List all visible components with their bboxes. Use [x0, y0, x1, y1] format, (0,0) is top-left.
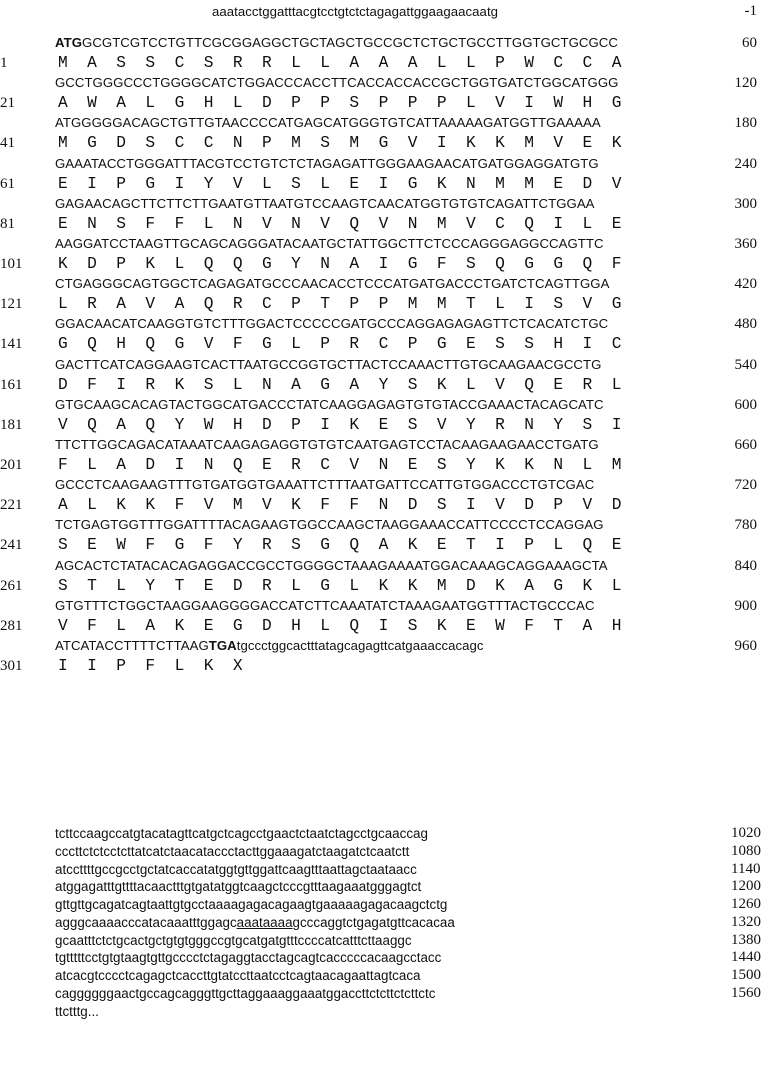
coding-block: [0, 316, 779, 356]
amino-acid-line: M A S S C S R R L L A A A L L P W C C A: [58, 54, 622, 72]
utr-sequence: [55, 861, 417, 878]
stop-codon: TGA: [208, 638, 237, 653]
nucleotide-line: [55, 558, 608, 574]
amino-acid-line: V F L A K E G D H L Q I S K E W F T A H: [58, 616, 622, 635]
polyadenylation-signal: aaataaaa: [236, 914, 293, 930]
amino-acid-position: 21: [0, 95, 15, 112]
nucleotide-line: [55, 196, 595, 212]
coding-block: [0, 75, 779, 115]
utr-position: 1140: [731, 860, 761, 877]
utr-sequence-part: caggggggaactgccagcagggttgcttaggaaaggaaatggaccttctcttctcttctc: [55, 985, 436, 1001]
utr-sequence-part: gcccaggtctgagatgttcacacaa: [292, 914, 455, 930]
nucleotide-line: [55, 477, 594, 493]
amino-acid-line: S T L Y T E D R L G L K K M D K A G K L: [58, 576, 622, 595]
nucleotide-line: [55, 75, 618, 91]
amino-acid-position: 181: [0, 416, 23, 433]
utr-sequence: [55, 967, 420, 984]
utr-line: [55, 914, 775, 932]
nucleotide-position: 180: [734, 115, 757, 132]
nucleotide-sequence: GGACAACATCAAGGTGTCTTTGGACTCCCCCGATGCCCAGGAGAGAGTTCTCACATCTGC: [55, 316, 609, 332]
upstream-row: [212, 3, 779, 21]
nucleotide-line: [55, 638, 484, 654]
utr-region: [55, 825, 775, 1020]
nucleotide-position: 300: [734, 195, 757, 212]
nucleotide-line: [55, 437, 599, 453]
utr-sequence: [55, 949, 441, 966]
coding-block: [0, 357, 779, 397]
amino-acid-position: 81: [0, 215, 15, 232]
coding-block: [0, 35, 779, 75]
nucleotide-line: [55, 316, 608, 332]
utr-sequence: [55, 932, 412, 949]
utr-line: [55, 843, 775, 861]
utr-start-sequence: tgccctggcactttatagcagagttcatgaaaccacagc: [236, 638, 484, 653]
utr-sequence-part: atggagatttgttttacaactttgtgatatggtcaagctcccgtttaagaaatgggagtct: [55, 879, 422, 895]
utr-line: [55, 878, 775, 896]
nucleotide-line: [55, 35, 618, 51]
amino-acid-line: L R A V A Q R C P T P P M M T L I S V G: [58, 295, 622, 314]
utr-line: [55, 861, 775, 879]
amino-acid-position: 121: [0, 296, 23, 313]
nucleotide-sequence: AGCACTCTATACACAGAGGACCGCCTGGGGCTAAAGAAAATGGACAAAGCAGGAAAGCTA: [55, 557, 608, 573]
nucleotide-sequence: CTGAGGGCAGTGGCTCAGAGATGCCCAACACCTCCCATGATGACCCTGATCTCAGTTGGA: [55, 276, 610, 292]
amino-acid-position: 301: [0, 658, 23, 674]
nucleotide-line: [55, 598, 595, 614]
nucleotide-position: 480: [734, 316, 757, 333]
utr-line: [55, 932, 775, 950]
nucleotide-position: 720: [734, 477, 757, 494]
upstream-position: -1: [744, 3, 757, 19]
nucleotide-sequence: ATCATACCTTTTCTTAAG: [55, 638, 209, 653]
amino-acid-line: S E W F G F Y R S G Q A K E T I P L Q E: [58, 536, 622, 555]
amino-acid-line: K D P K L Q Q G Y N A I G F S Q G G Q F: [58, 255, 622, 273]
nucleotide-line: [55, 276, 609, 292]
coding-block: [0, 517, 779, 557]
nucleotide-position: 660: [734, 437, 757, 453]
amino-acid-position: 241: [0, 537, 23, 554]
utr-sequence-part: ttctttg...: [55, 1003, 99, 1019]
amino-acid-line: D F I R K S L N A G A Y S K L V Q E R L: [58, 375, 622, 394]
nucleotide-position: 600: [734, 396, 757, 413]
utr-line: [55, 825, 775, 843]
utr-sequence-part: atcacgtcccctcagagctcaccttgtatccttaatcctcagtaacagaattagtcaca: [55, 968, 421, 983]
coding-block: [0, 558, 779, 598]
utr-position: 1080: [731, 842, 761, 859]
coding-block: [0, 638, 779, 678]
amino-acid-position: 201: [0, 457, 23, 473]
coding-block: [0, 236, 779, 276]
amino-acid-line: M G D S C C N P M S M G V I K K M V E K: [58, 134, 622, 153]
utr-sequence: [55, 1003, 99, 1020]
nucleotide-sequence: GAAATACCTGGGATTTACGTCCTGTCTCTAGAGATTGGGAAGAACATGATGGAGGATGTG: [55, 155, 599, 171]
nucleotide-position: 60: [742, 35, 757, 51]
nucleotide-line: [55, 517, 604, 533]
amino-acid-position: 141: [0, 336, 23, 353]
utr-position: 1260: [731, 896, 761, 912]
utr-line: [55, 896, 775, 914]
coding-block: [0, 598, 779, 638]
utr-position: 1500: [731, 967, 761, 983]
utr-line: [55, 985, 775, 1003]
nucleotide-position: 840: [734, 557, 757, 574]
nucleotide-sequence: TTCTTGGCAGACATAAATCAAGAGAGGTGTGTCAATGAGTCCTACAAGAAGAACCTGATG: [55, 437, 599, 452]
nucleotide-position: 240: [734, 155, 757, 172]
nucleotide-line: [55, 156, 599, 172]
utr-sequence: [55, 985, 435, 1002]
nucleotide-position: 120: [734, 75, 757, 92]
nucleotide-position: 960: [734, 638, 757, 654]
coding-block: [0, 276, 779, 316]
utr-sequence: [55, 914, 455, 931]
amino-acid-line: A W A L G H L D P P S P P P L V I W H G: [58, 94, 622, 113]
amino-acid-position: 61: [0, 175, 15, 192]
coding-block: [0, 196, 779, 236]
nucleotide-position: 360: [734, 236, 757, 252]
coding-block: [0, 115, 779, 155]
utr-position: 1560: [731, 984, 761, 1001]
nucleotide-sequence: GCCCTCAAGAAGTTTGTGATGGTGAAATTCTTTAATGATTCCATTGTGGACCCTGTCGAC: [55, 477, 595, 493]
utr-sequence-part: gttgttgcagatcagtaattgtgcctaaaagagacagaagtgaaaaagagacaagctctg: [55, 897, 448, 912]
amino-acid-position: 261: [0, 577, 23, 594]
amino-acid-line: A L K K F V M V K F F N D S I V D P V D: [58, 496, 622, 515]
utr-position: 1020: [731, 825, 761, 841]
nucleotide-sequence: GCGTCGTCCTGTTCGCGGAGGCTGCTAGCTGCCGCTCTGCTGCCTTGGTGCTGCGCC: [82, 35, 618, 50]
coding-block: [0, 397, 779, 437]
utr-position: 1440: [731, 949, 761, 966]
utr-position: 1320: [731, 913, 761, 930]
coding-block: [0, 477, 779, 517]
nucleotide-position: 780: [734, 517, 757, 534]
utr-line: [55, 949, 775, 967]
amino-acid-line: F L A D I N Q E R C V N E S Y K K N L M: [58, 456, 622, 474]
nucleotide-line: [55, 357, 601, 373]
nucleotide-sequence: GTGTTTCTGGCTAAGGAAGGGGACCATCTTCAAATATCTAAAGAATGGTTTACTGCCCAC: [55, 597, 595, 613]
amino-acid-position: 101: [0, 256, 23, 272]
amino-acid-line: E N S F F L N V N V Q V N M V C Q I L E: [58, 214, 622, 233]
utr-line: [55, 1003, 775, 1021]
utr-position: 1380: [731, 931, 761, 948]
utr-sequence-part: tcttccaagccatgtacatagttcatgctcagcctgaactctaatctagcctgcaaccag: [55, 826, 428, 841]
start-codon: ATG: [55, 35, 83, 50]
amino-acid-position: 1: [0, 55, 8, 71]
nucleotide-line: [55, 236, 604, 252]
amino-acid-position: 281: [0, 617, 23, 634]
nucleotide-sequence: AAGGATCCTAAGTTGCAGCAGGGATACAATGCTATTGGCTTCTCCCAGGGAGGCCAGTTC: [55, 236, 604, 251]
utr-sequence-part: tgtttttcctgtgtaagtgttgcccctctagaggtacctagcagtcacccccacaagcctacc: [55, 950, 442, 966]
utr-sequence: [55, 843, 409, 860]
coding-block: [0, 437, 779, 477]
nucleotide-sequence: TCTGAGTGGTTTGGATTTTACAGAAGTGGCCAAGCTAAGGAAACCATTCCCCTCCAGGAG: [55, 517, 604, 533]
amino-acid-line: V Q A Q Y W H D P I K E S V Y R N Y S I: [58, 415, 622, 434]
nucleotide-sequence: GACTTCATCAGGAAGTCACTTAATGCCGGTGCTTACTCCAAACTTGTGCAAGAACGCCTG: [55, 356, 602, 372]
utr-sequence: [55, 878, 421, 895]
utr-sequence-part: cccttctctcctcttatcatctaacataccctacttggaaagatctaagatctcaatctt: [55, 843, 410, 859]
nucleotide-position: 900: [734, 597, 757, 614]
nucleotide-position: 540: [734, 356, 757, 373]
utr-sequence: [55, 825, 428, 842]
utr-sequence-part: atccttttgccgcctgctatcaccatatggtgttggattcaagtttaattagctaataacc: [55, 861, 417, 877]
utr-sequence-part: gcaatttctctgcactgctgtgtgggccgtgcatgatgtttccccatcatttcttaaggc: [55, 932, 412, 948]
nucleotide-line: [55, 115, 601, 131]
coding-block: [0, 156, 779, 196]
amino-acid-position: 161: [0, 376, 23, 393]
amino-acid-line: E I P G I Y V L S L E I G K N M M E D V: [58, 174, 622, 193]
amino-acid-position: 41: [0, 135, 15, 152]
utr-line: [55, 967, 775, 985]
amino-acid-line: I I P F L K X: [58, 657, 243, 675]
nucleotide-position: 420: [734, 276, 757, 293]
amino-acid-position: 221: [0, 497, 23, 514]
utr-position: 1200: [731, 878, 761, 895]
nucleotide-sequence: ATGGGGGACAGCTGTTGTAACCCCATGAGCATGGGTGTCATTAAAAAGATGGTTGAAAAA: [55, 115, 601, 131]
amino-acid-line: G Q H Q G V F G L P R C P G E S S H I C: [58, 335, 622, 354]
utr-sequence-part: agggcaaaacccatacaaatttggagc: [55, 914, 237, 930]
nucleotide-sequence: GAGAACAGCTTCTTCTTGAATGTTAATGTCCAAGTCAACATGGTGTGTCAGATTCTGGAA: [55, 195, 595, 211]
utr-sequence: [55, 896, 447, 913]
nucleotide-line: [55, 397, 604, 413]
nucleotide-sequence: GCCTGGGCCCTGGGGCATCTGGACCCACCTTCACCACCACCGCTGGTGATCTGGCATGGG: [55, 75, 619, 91]
nucleotide-sequence: GTGCAAGCACAGTACTGGCATGACCCTATCAAGGAGAGTGTGTACCGAAACTACAGCATC: [55, 396, 604, 412]
upstream-sequence: aaatacctggatttacgtcctgtctctagagattggaagaacaatg: [212, 4, 499, 19]
